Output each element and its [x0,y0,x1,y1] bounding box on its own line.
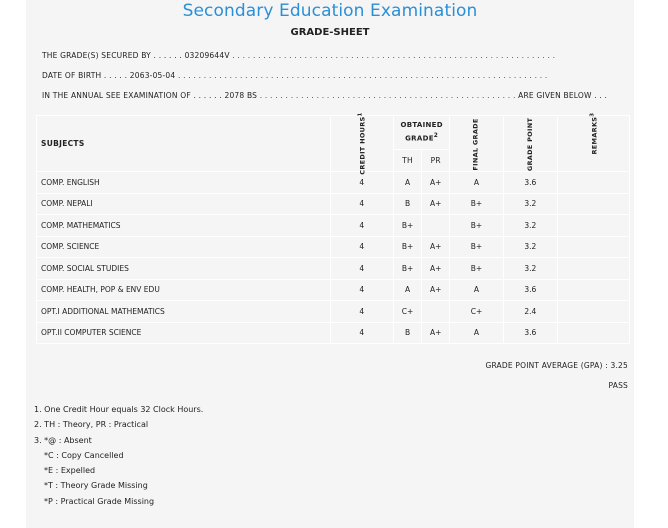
final-grade-cell: B+ [450,258,503,280]
grades-table [36,112,630,344]
header-grade-point: GRADE POINT [503,116,557,172]
note-theory-practical: 2. TH : Theory, PR : Practical [34,420,149,430]
grade-point-cell: 3.2 [503,193,557,215]
th-grade-cell: A [393,172,421,194]
credit-cell: 4 [330,215,393,237]
th-grade-cell: B+ [393,258,421,280]
grade-point-cell: 3.6 [503,279,557,301]
table-row [37,322,630,344]
note-credit-hour: 1. One Credit Hour equals 32 Clock Hours. [34,405,204,414]
grade-point-cell: 2.4 [503,301,557,323]
table-row [37,301,630,323]
dob-value: 2063-05-04 [129,71,176,80]
remarks-cell [557,215,629,237]
remarks-cell [557,322,629,344]
header-final-grade: FINAL GRADE [450,116,503,172]
footnotes [34,402,203,509]
remarks-cell [557,172,629,194]
th-grade-cell: B+ [393,215,421,237]
final-grade-cell: B+ [450,236,503,258]
pr-grade-cell: A+ [422,279,450,301]
pr-grade-cell: A+ [422,322,450,344]
credit-cell: 4 [330,172,393,194]
final-grade-cell: A [450,322,503,344]
note-practical-missing: *P : Practical Grade Missing [44,496,155,506]
subject-cell: COMP. NEPALI [37,193,331,215]
grade-point-cell: 3.6 [503,172,557,194]
table-row [37,215,630,237]
th-grade-cell: A [393,279,421,301]
pr-grade-cell [422,215,450,237]
grade-secured-label: THE GRADE(S) SECURED BY . . . . . . [42,51,182,60]
table-row [37,279,630,301]
th-grade-cell: B [393,193,421,215]
info-grade-secured: THE GRADE(S) SECURED BY . . . . . . 03209644V . . . . . . . . . . . . . . . . . . . . . . . . . . . . . . . . . . . . . . . . . . . . . . . . . . . . . . . . . . . . . . . [42,51,556,60]
header-credit-hours: CREDIT HOURS$^1$ [330,116,393,172]
remarks-cell [557,193,629,215]
pr-grade-cell: A+ [422,236,450,258]
note-absent: 3. *@ : Absent [34,435,92,445]
credit-cell: 4 [330,193,393,215]
note-copy-cancelled: *C : Copy Cancelled [44,450,124,460]
grade-point-cell: 3.2 [503,215,557,237]
final-grade-cell: B+ [450,193,503,215]
header-obtained-grade: OBTAINED GRADE$^2$ [393,116,449,150]
credit-cell: 4 [330,322,393,344]
right-margin [653,0,668,528]
grade-point-cell: 3.2 [503,258,557,280]
table-row [37,172,630,194]
note-expelled: *E : Expelled [44,466,96,476]
pr-grade-cell: A+ [422,172,450,194]
subject-cell: COMP. SOCIAL STUDIES [37,258,331,280]
grade-point-cell: 3.2 [503,236,557,258]
table-row [37,258,630,280]
grade-point-cell: 3.6 [503,322,557,344]
header-remarks: REMARKS$^3$ [557,116,629,172]
page-subtitle: GRADE-SHEET [290,27,370,38]
pr-grade-cell [422,301,450,323]
remarks-cell [557,279,629,301]
pr-grade-cell: A+ [422,258,450,280]
result-status: PASS [608,381,628,390]
subject-cell: COMP. SCIENCE [37,236,331,258]
symbol-number: 03209644V [184,51,230,60]
subject-cell: COMP. HEALTH, POP & ENV EDU [37,279,331,301]
credit-cell: 4 [330,258,393,280]
remarks-cell [557,258,629,280]
credit-cell: 4 [330,301,393,323]
th-grade-cell: B [393,322,421,344]
th-grade-cell: B+ [393,236,421,258]
exam-label: IN THE ANNUAL SEE EXAMINATION OF . . . . . . [42,91,222,100]
info-dob: DATE OF BIRTH . . . . . 2063-05-04 . . . . . . . . . . . . . . . . . . . . . . . . . . . . . . . . . . . . . . . . . . . . . . . . . . . . . . . . . . . . . . . . . . . . . . . . [42,71,548,80]
remarks-cell [557,301,629,323]
note-theory-missing: *T : Theory Grade Missing [44,481,148,491]
final-grade-cell: A [450,172,503,194]
dob-label: DATE OF BIRTH . . . . . [42,71,128,80]
gpa-summary: GRADE POINT AVERAGE (GPA) : 3.25 [485,361,628,370]
remarks-cell [557,236,629,258]
table-row [37,193,630,215]
final-grade-cell: A [450,279,503,301]
table-row [37,236,630,258]
page-title: Secondary Education Examination [182,1,478,21]
subject-cell: OPT.II COMPUTER SCIENCE [37,322,331,344]
th-grade-cell: C+ [393,301,421,323]
final-grade-cell: C+ [450,301,503,323]
info-exam: IN THE ANNUAL SEE EXAMINATION OF . . . . . . 2078 BS . . . . . . . . . . . . . . . . . . . . . . . . . . . . . . . . . . . . . . . . . . . . . . . . . . ARE GIVEN BELOW . . . [42,91,608,100]
final-grade-cell: B+ [450,215,503,237]
credit-cell: 4 [330,236,393,258]
header-pr: PR [422,150,450,172]
exam-suffix: ARE GIVEN BELOW . . . [518,91,608,100]
exam-year: 2078 BS [224,91,258,100]
grade-sheet [26,0,634,528]
subject-cell: COMP. MATHEMATICS [37,215,331,237]
credit-cell: 4 [330,279,393,301]
subject-cell: OPT.I ADDITIONAL MATHEMATICS [37,301,331,323]
header-th: TH [393,150,421,172]
header-subjects: SUBJECTS [37,116,331,172]
pr-grade-cell: A+ [422,193,450,215]
subject-cell: COMP. ENGLISH [37,172,331,194]
